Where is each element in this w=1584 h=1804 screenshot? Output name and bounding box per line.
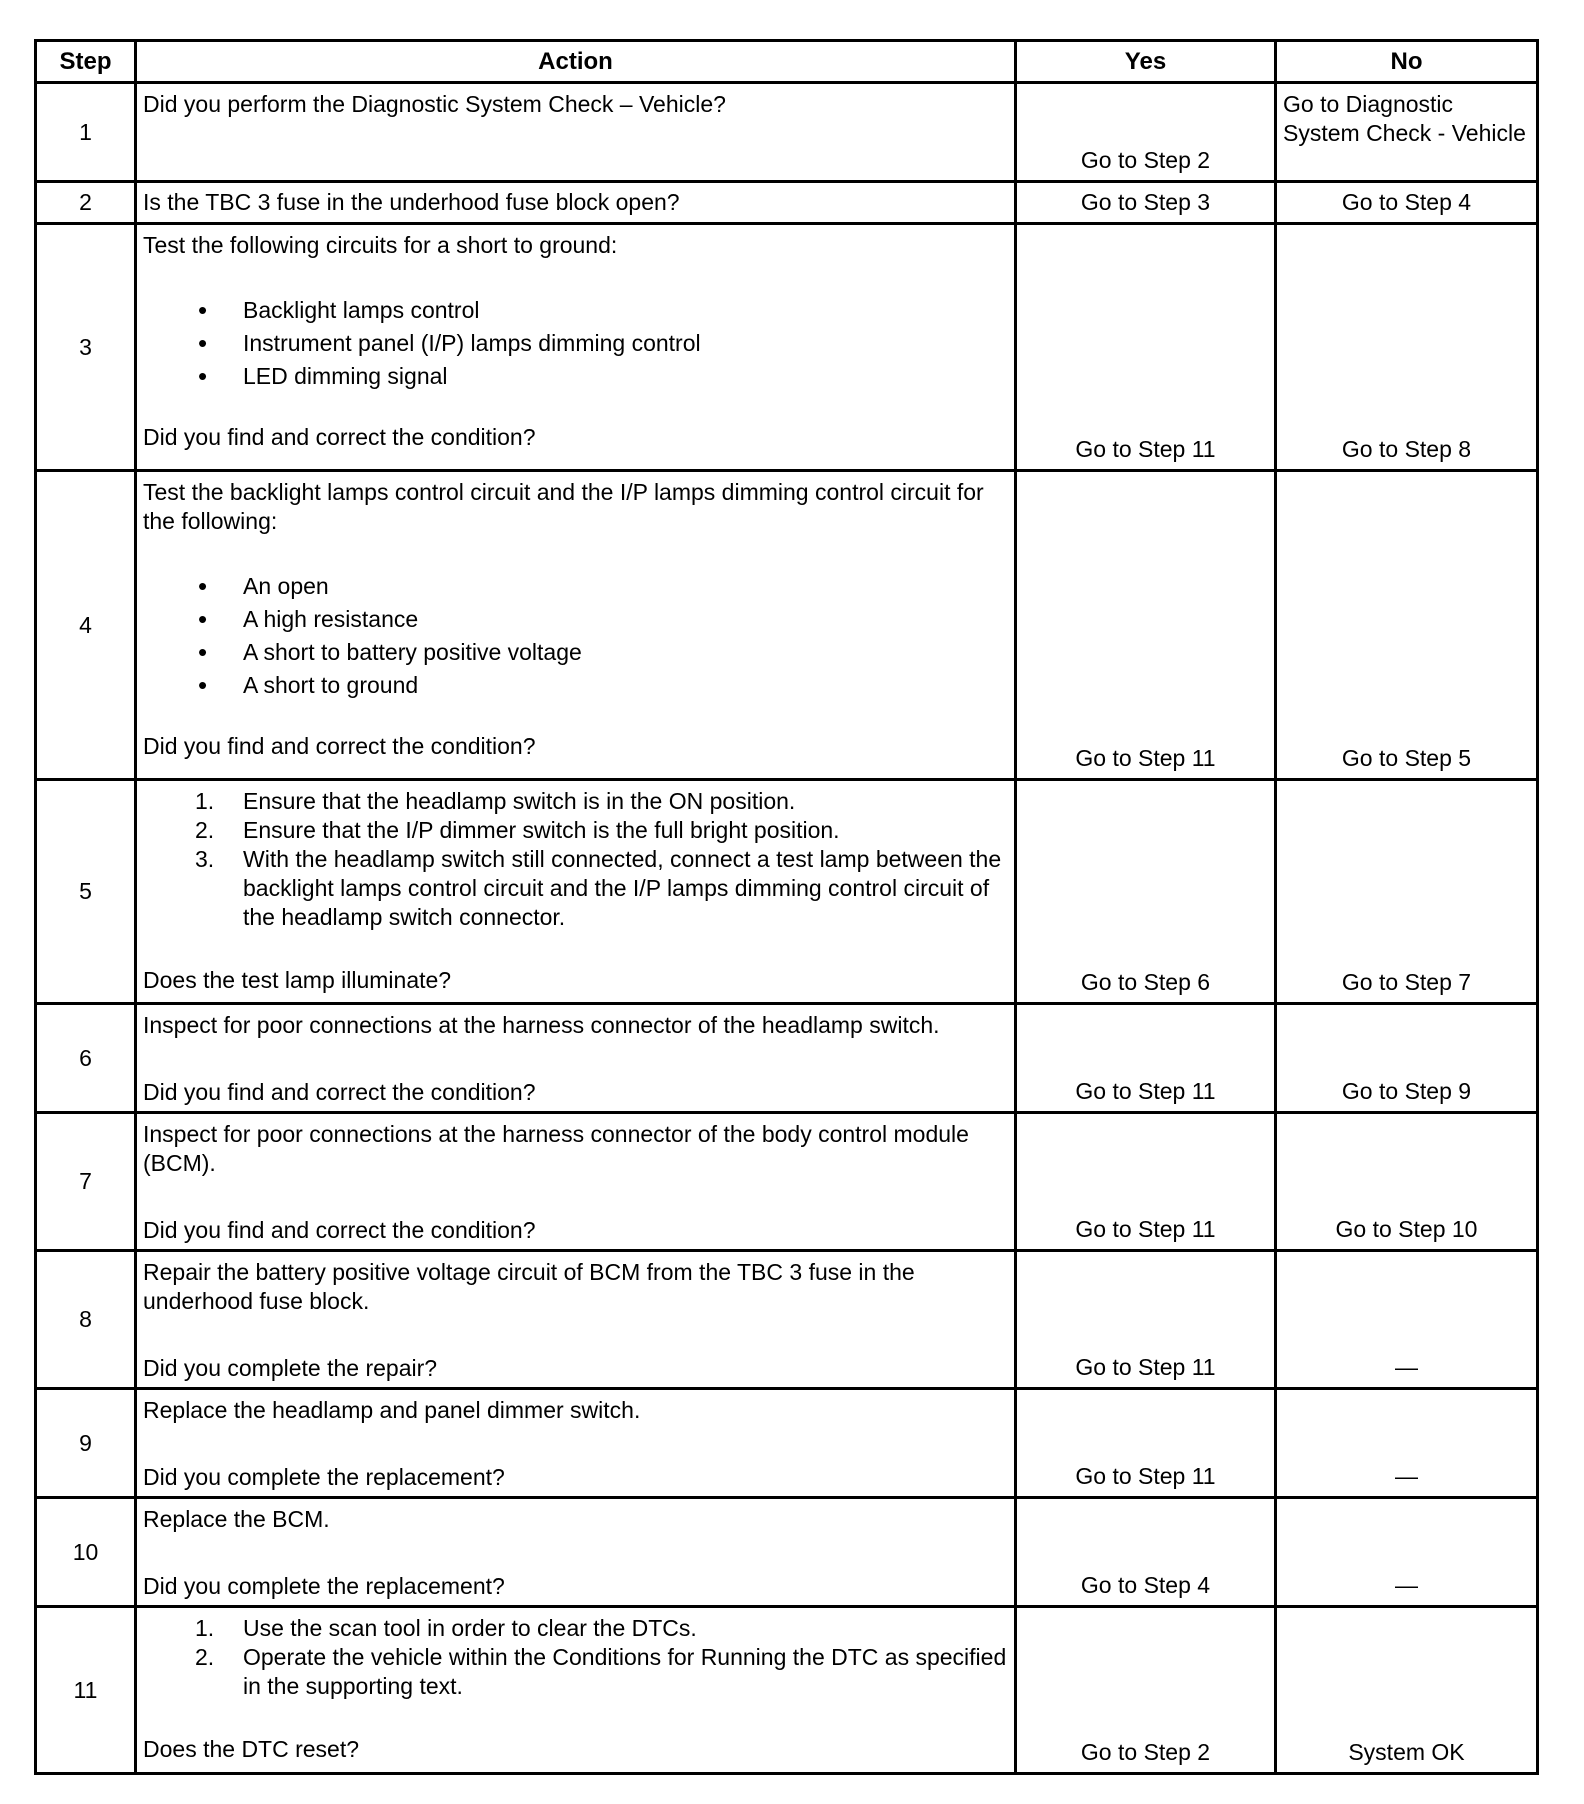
no-cell: Go to Step 10 — [1276, 1113, 1538, 1251]
yes-cell: Go to Step 2 — [1016, 83, 1276, 182]
question-text: Did you find and correct the condition? — [143, 1217, 536, 1243]
bullet-item: • A short to ground — [143, 669, 1008, 702]
action-cell — [136, 83, 1016, 182]
table-row — [36, 83, 1538, 182]
step-number: 1 — [36, 83, 136, 182]
yes-cell: Go to Step 11 — [1016, 1113, 1276, 1251]
action-text: Test the backlight lamps control circuit and the I/P lamps dimming control circuit for the following: — [143, 479, 984, 534]
question-text: Does the DTC reset? — [143, 1736, 360, 1762]
numbered-item — [143, 816, 1008, 845]
step-number: 6 — [36, 1004, 136, 1113]
question-text: Does the test lamp illuminate? — [143, 967, 452, 993]
question-text: Did you find and correct the condition? — [143, 733, 536, 759]
yes-cell: Go to Step 6 — [1016, 780, 1276, 1004]
no-cell: Go to Step 4 — [1276, 182, 1538, 224]
numbered-list — [143, 1614, 1008, 1701]
no-value: — — [1395, 1354, 1418, 1380]
item-text: Ensure that the headlamp switch is in the ON position. — [243, 788, 796, 814]
bullet-item: • A short to battery positive voltage — [143, 636, 1008, 669]
question-text: Did you complete the replacement? — [143, 1464, 505, 1490]
step-number: 9 — [36, 1389, 136, 1498]
no-cell: Go to Diagnostic System Check - Vehicle — [1276, 83, 1538, 182]
yes-cell: Go to Step 11 — [1016, 471, 1276, 780]
table-row — [36, 1607, 1538, 1774]
step-number: 7 — [36, 1113, 136, 1251]
action-cell — [136, 1004, 1016, 1113]
no-value: — — [1395, 1463, 1418, 1489]
item-number: 1. — [195, 788, 215, 814]
yes-cell: Go to Step 11 — [1016, 1004, 1276, 1113]
action-cell — [136, 1498, 1016, 1607]
no-cell — [1276, 1498, 1538, 1607]
no-cell — [1276, 1251, 1538, 1389]
action-text: Is the TBC 3 fuse in the underhood fuse block open? — [143, 189, 680, 215]
table-row — [36, 780, 1538, 1004]
no-cell: Go to Step 7 — [1276, 780, 1538, 1004]
step-number: 11 — [36, 1607, 136, 1774]
header-yes: Yes — [1016, 41, 1276, 83]
step-number: 4 — [36, 471, 136, 780]
numbered-item — [143, 787, 1008, 816]
yes-cell: Go to Step 11 — [1016, 224, 1276, 471]
action-cell — [136, 1607, 1016, 1774]
action-cell — [136, 1251, 1016, 1389]
item-text: Use the scan tool in order to clear the DTCs. — [243, 1615, 697, 1641]
step-number: 10 — [36, 1498, 136, 1607]
question-text: Did you find and correct the condition? — [143, 424, 536, 450]
numbered-item — [143, 1643, 1008, 1701]
bullet-item: • Instrument panel (I/P) lamps dimming control — [143, 327, 1008, 360]
item-number: 3. — [195, 846, 215, 872]
diagnostic-table — [34, 39, 1539, 1775]
action-cell — [136, 1113, 1016, 1251]
yes-cell: Go to Step 3 — [1016, 182, 1276, 224]
no-cell: System OK — [1276, 1607, 1538, 1774]
table-row — [36, 1498, 1538, 1607]
table-row — [36, 1251, 1538, 1389]
header-row — [36, 41, 1538, 83]
action-text: Repair the battery positive voltage circuit of BCM from the TBC 3 fuse in the underhood fuse block. — [143, 1259, 915, 1314]
step-number: 5 — [36, 780, 136, 1004]
step-number: 2 — [36, 182, 136, 224]
action-text: Inspect for poor connections at the harness connector of the headlamp switch. — [143, 1012, 940, 1038]
no-cell: Go to Step 8 — [1276, 224, 1538, 471]
bullet-list — [143, 294, 1008, 393]
action-cell — [136, 471, 1016, 780]
table-row — [36, 224, 1538, 471]
no-cell: Go to Step 9 — [1276, 1004, 1538, 1113]
action-text: Replace the headlamp and panel dimmer switch. — [143, 1397, 641, 1423]
action-cell — [136, 1389, 1016, 1498]
header-step: Step — [36, 41, 136, 83]
no-cell — [1276, 1389, 1538, 1498]
action-text: Did you perform the Diagnostic System Check – Vehicle? — [143, 91, 726, 117]
yes-cell: Go to Step 11 — [1016, 1251, 1276, 1389]
no-cell: Go to Step 5 — [1276, 471, 1538, 780]
step-number: 8 — [36, 1251, 136, 1389]
item-number: 2. — [195, 817, 215, 843]
numbered-item — [143, 1614, 1008, 1643]
header-action: Action — [136, 41, 1016, 83]
question-text: Did you complete the repair? — [143, 1355, 438, 1381]
yes-cell: Go to Step 11 — [1016, 1389, 1276, 1498]
question-text: Did you find and correct the condition? — [143, 1079, 536, 1105]
table-row — [36, 1113, 1538, 1251]
bullet-item: • Backlight lamps control — [143, 294, 1008, 327]
bullet-list — [143, 570, 1008, 702]
table-row — [36, 471, 1538, 780]
item-text: Ensure that the I/P dimmer switch is the full bright position. — [243, 817, 840, 843]
bullet-item: • An open — [143, 570, 1008, 603]
step-number: 3 — [36, 224, 136, 471]
table-row — [36, 1389, 1538, 1498]
item-text: Operate the vehicle within the Conditions for Running the DTC as specified in the supporting text. — [243, 1644, 1007, 1699]
item-number: 1. — [195, 1615, 215, 1641]
question-text: Did you complete the replacement? — [143, 1573, 505, 1599]
item-number: 2. — [195, 1644, 215, 1670]
header-no: No — [1276, 41, 1538, 83]
action-cell — [136, 224, 1016, 471]
table-row — [36, 1004, 1538, 1113]
bullet-item: • A high resistance — [143, 603, 1008, 636]
action-text: Replace the BCM. — [143, 1506, 330, 1532]
action-cell — [136, 182, 1016, 224]
action-text: Test the following circuits for a short to ground: — [143, 232, 618, 258]
numbered-item — [143, 845, 1008, 932]
action-text: Inspect for poor connections at the harness connector of the body control module (BCM). — [143, 1121, 969, 1176]
table-row — [36, 182, 1538, 224]
item-text: With the headlamp switch still connected, connect a test lamp between the backlight lamps control circuit and the I/P lamps dimming control circuit of the headlamp switch connector. — [243, 846, 1002, 930]
no-value: — — [1395, 1572, 1418, 1598]
action-cell — [136, 780, 1016, 1004]
bullet-item: • LED dimming signal — [143, 360, 1008, 393]
yes-cell: Go to Step 2 — [1016, 1607, 1276, 1774]
numbered-list — [143, 787, 1008, 932]
yes-cell: Go to Step 4 — [1016, 1498, 1276, 1607]
